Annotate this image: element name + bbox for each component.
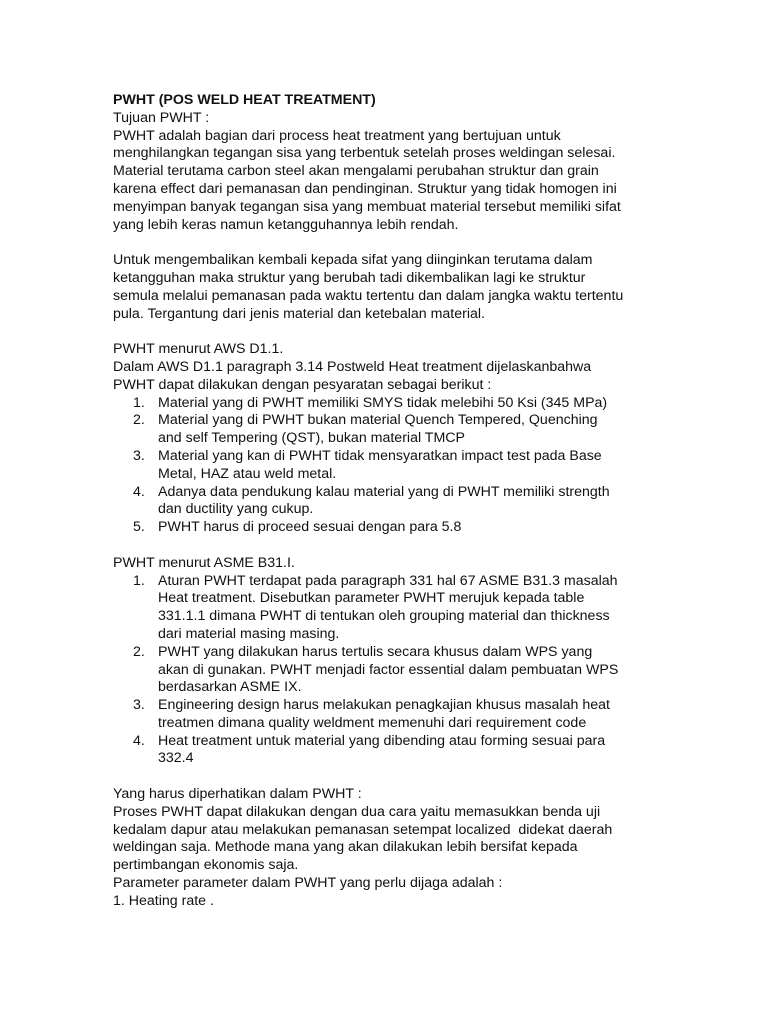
paragraph-line: Proses PWHT dapat dilakukan dengan dua cara yaitu memasukkan benda uji	[113, 803, 601, 820]
list-item-line: dan ductility yang cukup.	[158, 501, 314, 518]
list-item	[113, 448, 728, 484]
list-item-line: treatmen dimana quality weldment memenuhi dari requirement code	[158, 714, 587, 731]
paragraph-spacer	[113, 768, 728, 786]
list-item-line: dari material masing masing.	[158, 625, 340, 642]
list-item	[113, 573, 728, 644]
list-item	[113, 484, 728, 520]
tujuan-paragraph	[113, 128, 728, 235]
list-number: 1.	[133, 572, 145, 589]
aws-heading: PWHT menurut AWS D1.1.	[113, 341, 284, 358]
paragraph-line: menghilangkan tegangan sisa yang terbentuk setelah proses weldingan selesai.	[113, 145, 616, 162]
list-item	[113, 733, 728, 769]
paragraph-line: Parameter parameter dalam PWHT yang perlu dijaga adalah :	[113, 875, 503, 892]
list-item-line: PWHT yang dilakukan harus tertulis secara khusus dalam WPS yang	[158, 643, 593, 660]
list-number: 4.	[133, 732, 145, 749]
paragraph-line: pertimbangan ekonomis saja.	[113, 857, 299, 874]
list-item-line: Heat treatment. Disebutkan parameter PWHT merujuk kepada table	[158, 590, 585, 607]
paragraph-line: weldingan saja. Methode mana yang akan dilakukan lebih bersifat kepada	[113, 839, 578, 856]
paragraph-line: karena effect dari pemanasan dan pendinginan. Struktur yang tidak homogen ini	[113, 180, 617, 197]
paragraph-line: PWHT adalah bagian dari process heat treatment yang bertujuan untuk	[113, 127, 561, 144]
paragraph-line: pula. Tergantung dari jenis material dan ketebalan material.	[113, 305, 485, 322]
paragraph-line: 1. Heating rate .	[113, 892, 214, 909]
list-number: 1.	[133, 394, 145, 411]
asme-requirements-list	[113, 573, 728, 769]
list-item-line: PWHT harus di proceed sesuai dengan para 5.8	[158, 519, 462, 536]
list-item-line: Material yang di PWHT bukan material Quench Tempered, Quenching	[158, 412, 598, 429]
list-item-line: 332.4	[158, 750, 194, 767]
tujuan-heading: Tujuan PWHT :	[113, 109, 210, 126]
list-number: 2.	[133, 643, 145, 660]
paragraph-spacer	[113, 323, 728, 341]
paragraph-line: ketangguhan maka struktur yang berubah tadi dikembalikan lagi ke struktur	[113, 269, 586, 286]
list-item	[113, 519, 728, 537]
untuk-paragraph	[113, 252, 728, 323]
list-item-line: Aturan PWHT terdapat pada paragraph 331 hal 67 ASME B31.3 masalah	[158, 572, 618, 589]
paragraph-line: yang lebih keras namun ketangguhannya lebih rendah.	[113, 216, 459, 233]
list-number: 3.	[133, 697, 145, 714]
asme-heading: PWHT menurut ASME B31.I.	[113, 554, 295, 571]
list-number: 3.	[133, 447, 145, 464]
list-item	[113, 395, 728, 413]
paragraph-spacer	[113, 234, 728, 252]
paragraph-spacer	[113, 537, 728, 555]
list-item-line: 331.1.1 dimana PWHT di tentukan oleh grouping material dan thickness	[158, 608, 610, 625]
paragraph-line: PWHT dapat dilakukan dengan pesyaratan sebagai berikut :	[113, 376, 492, 393]
list-item	[113, 644, 728, 697]
paragraph-line: semula melalui pemanasan pada waktu tertentu dan dalam jangka waktu tertentu	[113, 287, 624, 304]
list-item-line: Metal, HAZ atau weld metal.	[158, 465, 337, 482]
aws-requirements-list	[113, 395, 728, 537]
paragraph-line: kedalam dapur atau melakukan pemanasan setempat localized didekat daerah	[113, 821, 613, 838]
paragraph-line: menyimpan banyak tegangan sisa yang membuat material tersebut memiliki sifat	[113, 198, 621, 215]
yang-heading: Yang harus diperhatikan dalam PWHT :	[113, 786, 362, 803]
paragraph-line: Untuk mengembalikan kembali kepada sifat yang diinginkan terutama dalam	[113, 252, 593, 269]
list-item-line: Engineering design harus melakukan penagkajian khusus masalah heat	[158, 697, 610, 714]
list-number: 5.	[133, 519, 145, 536]
document-title: PWHT (POS WELD HEAT TREATMENT)	[113, 92, 376, 108]
list-item-line: Material yang di PWHT memiliki SMYS tidak melebihi 50 Ksi (345 MPa)	[158, 394, 608, 411]
list-item	[113, 697, 728, 733]
list-item-line: berdasarkan ASME IX.	[158, 679, 302, 696]
list-number: 4.	[133, 483, 145, 500]
list-item-line: akan di gunakan. PWHT menjadi factor essential dalam pembuatan WPS	[158, 661, 619, 678]
yang-paragraph	[113, 804, 728, 911]
list-item-line: and self Tempering (QST), bukan material TMCP	[158, 430, 465, 447]
list-item-line: Adanya data pendukung kalau material yang di PWHT memiliki strength	[158, 483, 610, 500]
paragraph-line: Dalam AWS D1.1 paragraph 3.14 Postweld Heat treatment dijelaskanbahwa	[113, 358, 592, 375]
paragraph-line: Material terutama carbon steel akan mengalami perubahan struktur dan grain	[113, 163, 599, 180]
list-item	[113, 412, 728, 448]
list-item-line: Heat treatment untuk material yang dibending atau forming sesuai para	[158, 732, 606, 749]
list-number: 2.	[133, 412, 145, 429]
list-item-line: Material yang kan di PWHT tidak mensyaratkan impact test pada Base	[158, 447, 602, 464]
